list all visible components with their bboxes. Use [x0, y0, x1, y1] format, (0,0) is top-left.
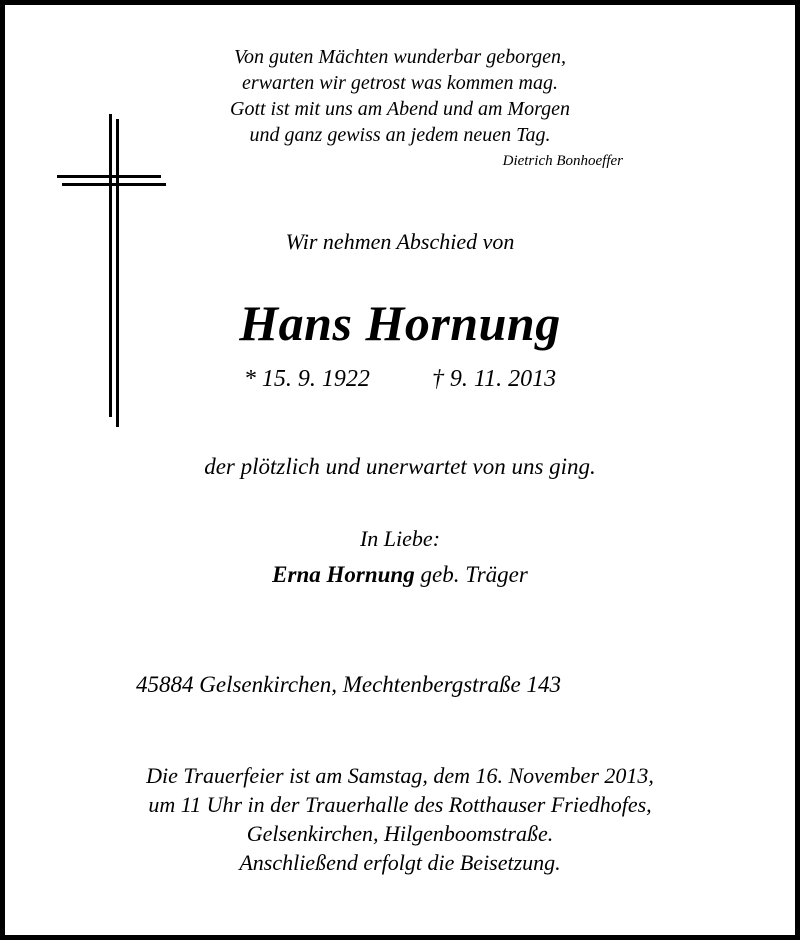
- address: 45884 Gelsenkirchen, Mechtenbergstraße 143: [136, 672, 561, 697]
- service-line-2: um 11 Uhr in der Trauerhalle des Rotthauser Friedhofes,: [148, 792, 652, 817]
- poem-author: Dietrich Bonhoeffer: [502, 153, 623, 169]
- death-date: † 9. 11. 2013: [431, 366, 557, 392]
- mourners-heading: In Liebe:: [359, 526, 441, 551]
- service-line-1: Die Trauerfeier ist am Samstag, dem 16. November 2013,: [146, 763, 654, 788]
- poem-line-2: erwarten wir getrost was kommen mag.: [242, 72, 558, 94]
- birth-date: * 15. 9. 1922: [243, 366, 370, 392]
- farewell-phrase: der plötzlich und unerwartet von uns ging.: [204, 454, 596, 479]
- intro-text: Wir nehmen Abschied von: [285, 229, 515, 254]
- mourner-maiden-name: geb. Träger: [420, 562, 528, 587]
- poem-line-4: und ganz gewiss an jedem neuen Tag.: [249, 124, 551, 146]
- deceased-name: Hans Hornung: [239, 295, 561, 351]
- service-line-3: Gelsenkirchen, Hilgenboomstraße.: [246, 821, 554, 846]
- life-dates: [5, 366, 795, 393]
- poem-line-1: Von guten Mächten wunderbar geborgen,: [234, 46, 566, 68]
- mourner-name: Erna Hornung: [272, 562, 415, 587]
- service-line-4: Anschließend erfolgt die Beisetzung.: [239, 850, 561, 875]
- mourner-line: [5, 562, 795, 588]
- poem-line-3: Gott ist mit uns am Abend und am Morgen: [230, 98, 570, 120]
